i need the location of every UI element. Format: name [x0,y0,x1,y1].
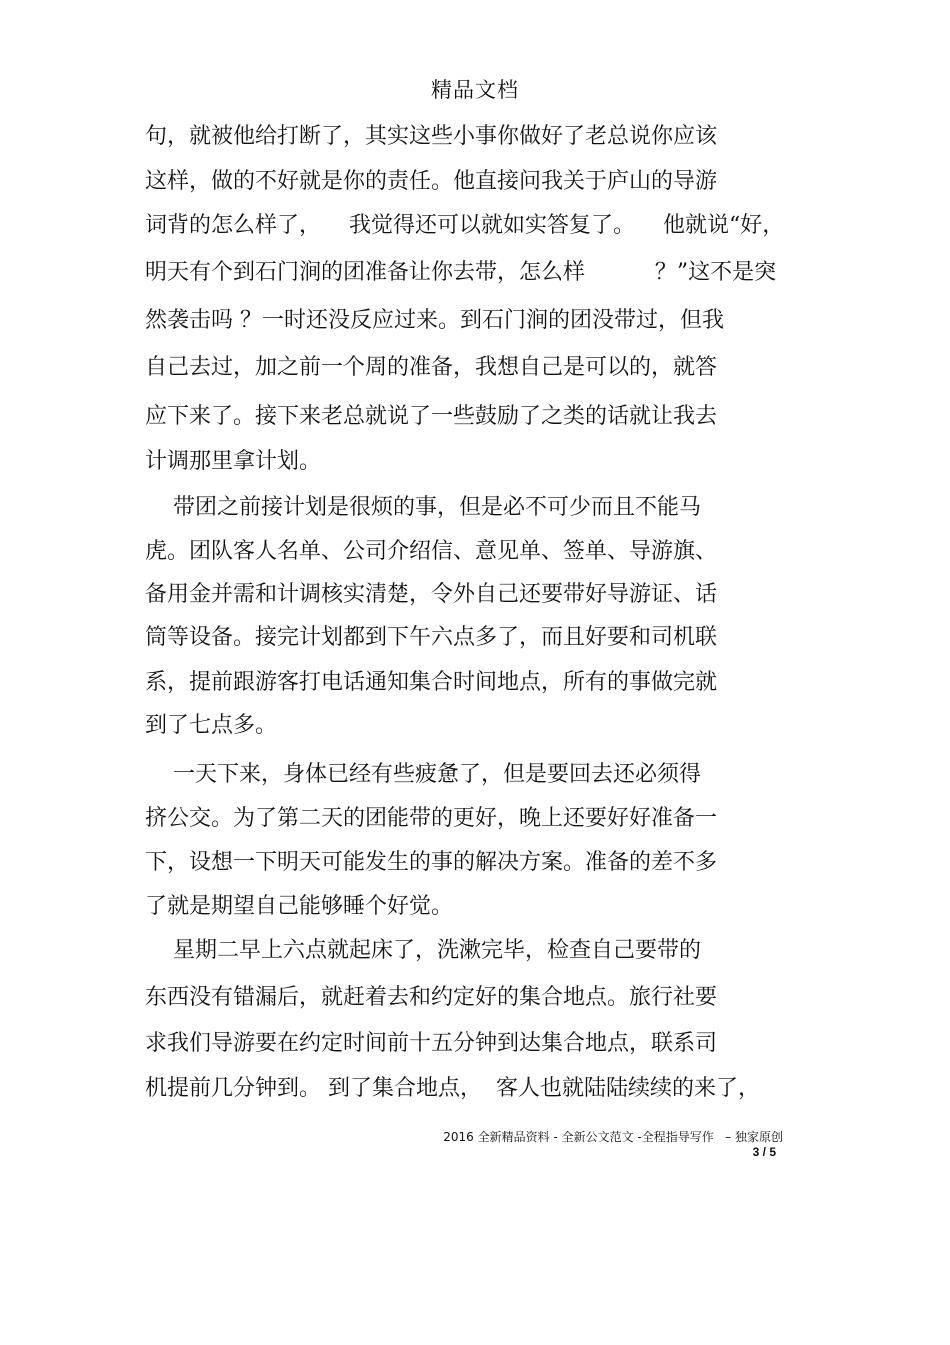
text-line: 了就是期望自己能够睡个好觉。 [145,894,454,919]
text-line: 计调那里拿计划。 [145,449,322,474]
text-line: 句，就被他给打断了，其实这些小事你做好了老总说你应该 [145,124,718,149]
text-line: 这样，做的不好就是你的责任。他直接问我关于庐山的导游 [145,169,718,194]
text-line: 筒等设备。接完计划都到下午六点多了，而且好要和司机联 [145,625,718,650]
page-header: 精品文档 [431,78,519,102]
text-line: 应下来了。接下来老总就说了一些鼓励了之类的话就让我去 [145,404,718,429]
text-line: 机提前几分钟到。 到了集合地点， 客人也就陆陆续续的来了， [145,1076,760,1101]
text-line: 到了七点多。 [145,713,278,738]
text-line: 备用金并需和计调核实清楚，令外自己还要带好导游证、话 [145,582,718,607]
text-line: 然袭击吗 ？一时还没反应过来。到石门涧的团没带过，但我 [145,308,724,333]
text-line: 挤公交。为了第二天的团能带的更好，晚上还要好好准备一 [145,806,718,831]
page-number: 3 / 5 [752,1145,776,1159]
text-line: 东西没有错漏后，就赶着去和约定好的集合地点。旅行社要 [145,985,718,1010]
footer-text: 2016 全新精品资料 - 全新公文范文 -全程指导写作 – 独家原创 [443,1130,783,1144]
text-line: 词背的怎么样了， 我觉得还可以就如实答复了。 他就说“好， [145,213,785,238]
text-line: 明天有个到石门涧的团准备让你去带，怎么样 ？”这不是突 [145,260,777,285]
text-line: 虎。团队客人名单、公司介绍信、意见单、签单、导游旗、 [145,539,718,564]
text-line: 求我们导游要在约定时间前十五分钟到达集合地点，联系司 [145,1031,718,1056]
text-line: 星期二早上六点就起床了，洗漱完毕，检查自己要带的 [145,938,701,963]
text-line: 系，提前跟游客打电话通知集合时间地点，所有的事做完就 [145,670,718,695]
text-line: 下，设想一下明天可能发生的事的解决方案。准备的差不多 [145,850,718,875]
text-line: 自己去过，加之前一个周的准备，我想自己是可以的，就答 [145,355,718,380]
text-line: 一天下来，身体已经有些疲惫了，但是要回去还必须得 [145,762,701,787]
text-line: 带团之前接计划是很烦的事，但是必不可少而且不能马 [145,495,701,520]
